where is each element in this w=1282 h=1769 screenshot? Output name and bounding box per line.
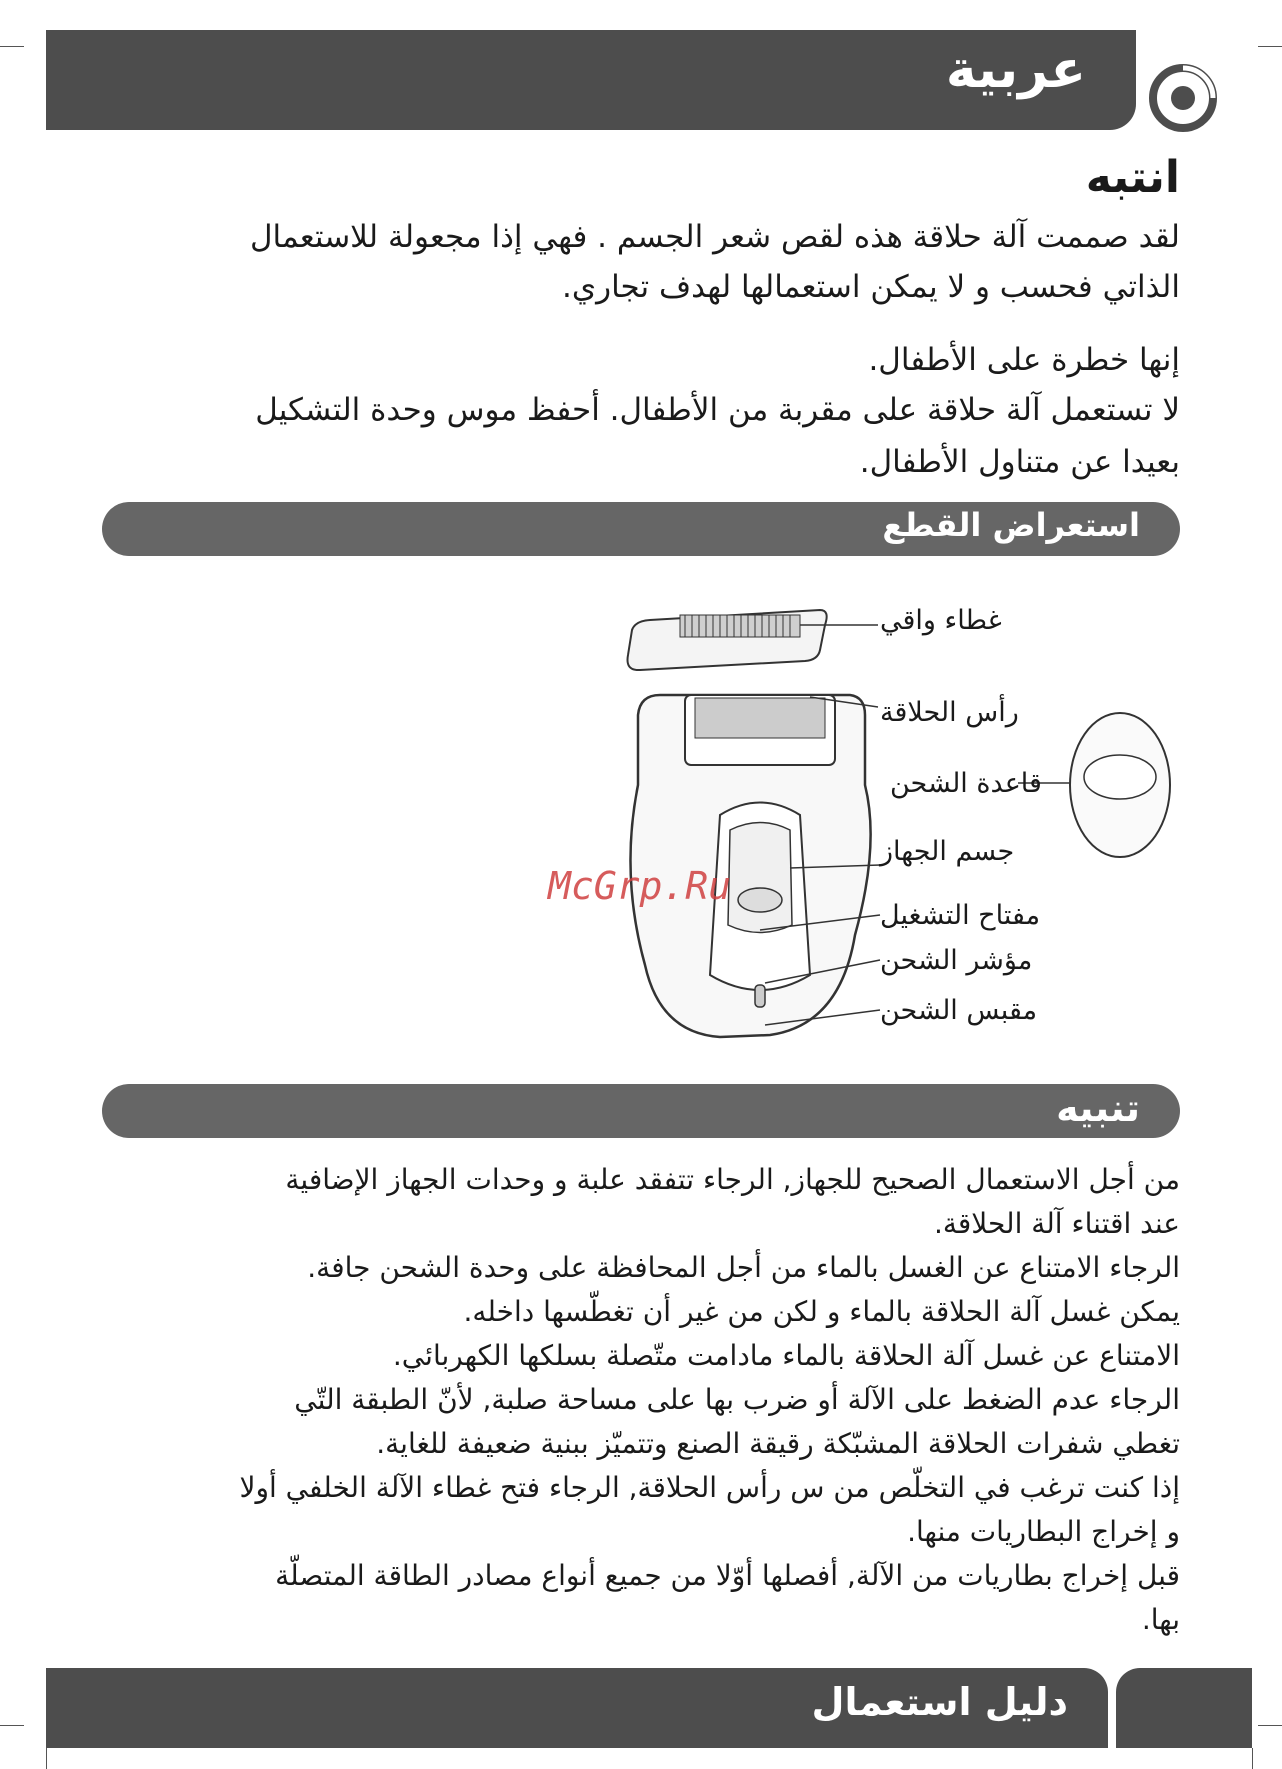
notice-line: الرجاء عدم الضغط على الآلة أو ضرب بها على مساحة صلبة, لأنّ الطبقة التّي <box>294 1383 1180 1416</box>
label-device-body: جسم الجهاز <box>880 836 1015 867</box>
label-charging-indicator: مؤشر الشحن <box>880 945 1033 976</box>
notice-section-title: تنبيه <box>1056 1086 1140 1130</box>
warning-paragraph: لا تستعمل آلة حلاقة على مقربة من الأطفال. أحفظ موس وحدة التشكيل <box>255 392 1180 428</box>
parts-section-bar <box>102 502 1180 556</box>
label-shaving-head: رأس الحلاقة <box>880 697 1019 728</box>
parts-section-title: استعراض القطع <box>882 506 1140 544</box>
notice-line: تغطي شفرات الحلاقة المشبّكة رقيقة الصنع وتتميّز ببنية ضعيفة للغاية. <box>376 1427 1180 1460</box>
warning-paragraph: بعيدا عن متناول الأطفال. <box>859 444 1180 480</box>
notice-line: الامتناع عن غسل آلة الحلاقة بالماء مادامت متّصلة بسلكها الكهربائي. <box>392 1339 1180 1372</box>
warning-paragraph: الذاتي فحسب و لا يمكن استعمالها لهدف تجاري. <box>562 269 1180 305</box>
notice-line: عند اقتناء آلة الحلاقة. <box>933 1207 1180 1240</box>
shaver-diagram <box>520 585 1220 1055</box>
crop-mark <box>46 1748 47 1769</box>
label-charging-socket: مقبس الشحن <box>880 995 1038 1026</box>
watermark: McGrp.Ru <box>548 864 732 908</box>
header-title: عربية <box>945 40 1086 100</box>
crop-mark <box>0 46 24 47</box>
label-power-switch: مفتاح التشغيل <box>880 900 1041 931</box>
header-bar <box>46 30 1136 130</box>
warning-title: انتبه <box>1085 152 1180 203</box>
warning-paragraph: لقد صممت آلة حلاقة هذه لقص شعر الجسم . فهي إذا مجعولة للاستعمال <box>250 219 1180 255</box>
notice-line: بها. <box>1141 1603 1180 1636</box>
label-charging-base: قاعدة الشحن <box>890 768 1042 799</box>
crop-mark <box>0 1725 24 1726</box>
notice-line: من أجل الاستعمال الصحيح للجهاز, الرجاء تتفقد علبة و وحدات الجهاز الإضافية <box>285 1163 1180 1196</box>
logo-icon <box>1147 62 1219 134</box>
label-protective-cover: غطاء واقي <box>880 605 1002 636</box>
notice-line: قبل إخراج بطاريات من الآلة, أفصلها أوّلا من جميع أنواع مصادر الطاقة المتصلّة <box>275 1559 1180 1592</box>
notice-line: و إخراج البطاريات منها. <box>907 1515 1180 1548</box>
notice-line: الرجاء الامتناع عن الغسل بالماء من أجل المحافظة على وحدة الشحن جافة. <box>307 1251 1180 1284</box>
footer-bar <box>46 1668 1108 1748</box>
page-number-box <box>1116 1668 1252 1748</box>
notice-line: يمكن غسل آلة الحلاقة بالماء و لكن من غير أن تغطّسها داخله. <box>463 1295 1180 1328</box>
crop-mark <box>1258 1725 1282 1726</box>
warning-paragraph: إنها خطرة على الأطفال. <box>868 342 1180 378</box>
charging-base-drawing <box>1070 713 1170 857</box>
protective-cover-drawing <box>628 610 827 670</box>
crop-mark <box>1258 46 1282 47</box>
crop-mark <box>1252 1748 1253 1769</box>
notice-section-bar <box>102 1084 1180 1138</box>
notice-line: إذا كنت ترغب في التخلّص من س رأس الحلاقة, الرجاء فتح غطاء الآلة الخلفي أولا <box>239 1471 1180 1504</box>
footer-title: دليل استعمال <box>811 1680 1068 1724</box>
